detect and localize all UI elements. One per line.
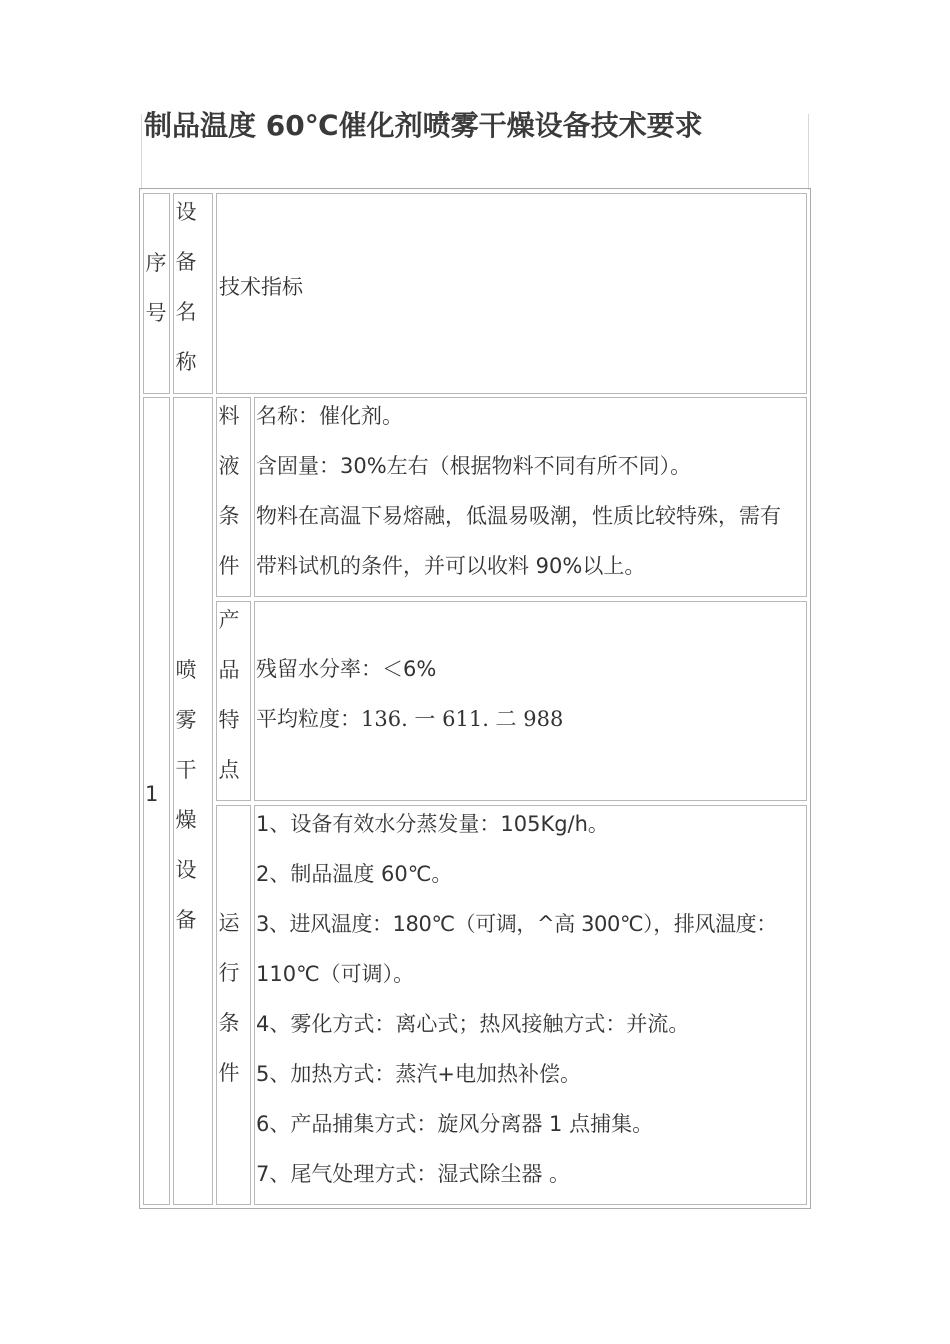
header-cell-spec bbox=[216, 193, 807, 394]
section-label-operation: 运 行 条 件 bbox=[218, 911, 240, 1085]
product-moisture: 残留水分率：＜6% bbox=[256, 657, 437, 681]
operation-line: 5、加热方式：蒸汽+电加热补偿。 bbox=[256, 1062, 581, 1086]
particle-size-value: 136. 一 611. 二 988 bbox=[361, 707, 564, 731]
operation-line: 4、雾化方式：离心式；热风接触方式：并流。 bbox=[256, 1012, 690, 1036]
operation-line: 6、产品捕集方式：旋风分离器 1 点捕集。 bbox=[256, 1112, 654, 1136]
section-label-product: 产 品 特 点 bbox=[218, 608, 240, 782]
liquid-line: 名称：催化剂。 bbox=[256, 404, 403, 428]
liquid-line: 物料在高温下易熔融，低温易吸潮，性质比较特殊，需有 bbox=[256, 504, 781, 528]
header-spec-label: 技术指标 bbox=[219, 275, 303, 299]
liquid-line: 含固量：30%左右（根据物料不同有所不同）。 bbox=[256, 454, 692, 478]
operation-line: 3、进风温度：180℃（可调，^高 300℃），排风温度： bbox=[256, 912, 777, 936]
document-title: 制品温度 60℃催化剂喷雾干燥设备技术要求 bbox=[144, 109, 703, 142]
header-name-label: 设 备 名 称 bbox=[175, 200, 197, 374]
header-no-label: 序 号 bbox=[145, 251, 167, 325]
row-number: 1 bbox=[145, 782, 159, 806]
operation-line: 2、制品温度 60℃。 bbox=[256, 862, 453, 886]
operation-line: 1、设备有效水分蒸发量：105Kg/h。 bbox=[256, 812, 609, 836]
operation-line: 7、尾气处理方式：湿式除尘器 。 bbox=[256, 1162, 571, 1186]
particle-size-label: 平均粒度： bbox=[256, 707, 361, 731]
section-label-liquid: 料 液 条 件 bbox=[218, 404, 240, 578]
product-particle-size bbox=[256, 694, 563, 744]
operation-line: 110℃（可调）。 bbox=[256, 962, 415, 986]
liquid-line: 带料试机的条件，并可以收料 90%以上。 bbox=[256, 554, 646, 578]
equipment-name: 喷 雾 干 燥 设 备 bbox=[175, 658, 197, 932]
